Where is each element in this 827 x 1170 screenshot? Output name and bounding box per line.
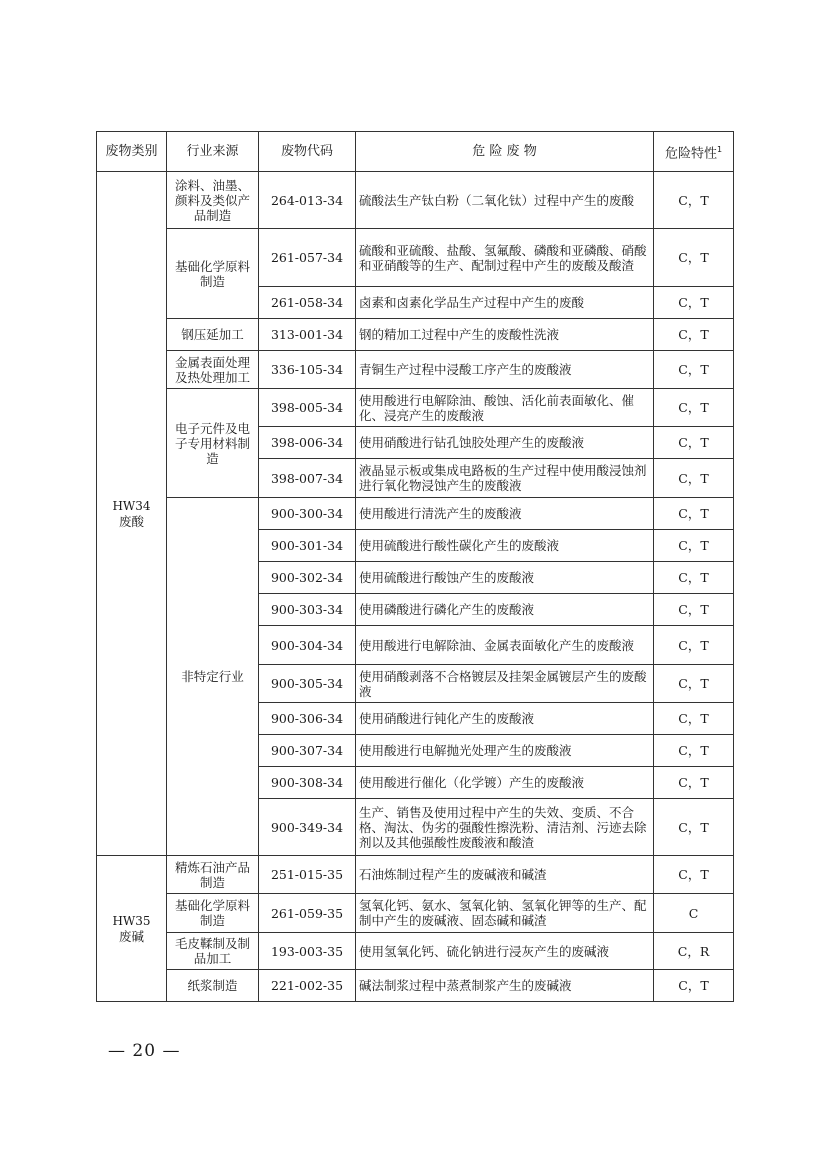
waste-code: 336-105-34 (259, 351, 356, 389)
industry-cell: 涂料、油墨、颜料及类似产品制造 (167, 172, 259, 229)
waste-description: 氢氧化钙、氨水、氢氧化钠、氢氧化钾等的生产、配制中产生的废碱液、固态碱和碱渣 (356, 894, 654, 933)
category-name: 废碱 (118, 928, 144, 944)
waste-code: 900-304-34 (259, 626, 356, 665)
industry-cell: 基础化学原料制造 (167, 894, 259, 933)
hazard-property: C，R (654, 933, 734, 970)
industry-cell: 精炼石油产品制造 (167, 856, 259, 894)
waste-description: 使用硝酸剥落不合格镀层及挂架金属镀层产生的废酸液 (356, 665, 654, 703)
waste-code: 261-058-34 (259, 287, 356, 319)
hazard-property: C，T (654, 594, 734, 626)
hazardous-waste-table (96, 131, 734, 1002)
waste-description: 生产、销售及使用过程中产生的失效、变质、不合格、淘汰、伪劣的强酸性擦洗粉、清洁剂、污迹去除剂以及其他强酸性废酸液和酸渣 (356, 799, 654, 856)
waste-description: 卤素和卤素化学品生产过程中产生的废酸 (356, 287, 654, 319)
category-code: HW34 (112, 498, 151, 513)
hazard-property: C，T (654, 229, 734, 287)
industry-cell: 钢压延加工 (167, 319, 259, 351)
hazard-property: C，T (654, 498, 734, 530)
hazard-property: C，T (654, 351, 734, 389)
waste-code: 398-005-34 (259, 389, 356, 427)
header-hazard (654, 132, 734, 172)
waste-code: 193-003-35 (259, 933, 356, 970)
waste-code: 264-013-34 (259, 172, 356, 229)
header-hazard-label: 危险特性 (664, 146, 717, 162)
industry-cell: 非特定行业 (167, 498, 259, 856)
category-cell-hw35 (97, 856, 167, 1002)
waste-code: 900-308-34 (259, 767, 356, 799)
waste-description: 使用磷酸进行磷化产生的废酸液 (356, 594, 654, 626)
hazard-property: C，T (654, 703, 734, 735)
hazard-property: C，T (654, 389, 734, 427)
waste-code: 398-007-34 (259, 459, 356, 498)
category-code: HW35 (112, 913, 151, 928)
hazard-property: C，T (654, 626, 734, 665)
industry-cell: 基础化学原料制造 (167, 229, 259, 319)
waste-description: 液晶显示板或集成电路板的生产过程中使用酸浸蚀剂进行氧化物浸蚀产生的废酸液 (356, 459, 654, 498)
waste-description: 石油炼制过程产生的废碱液和碱渣 (356, 856, 654, 894)
waste-description: 使用酸进行清洗产生的废酸液 (356, 498, 654, 530)
waste-description: 硫酸法生产钛白粉（二氧化钛）过程中产生的废酸 (356, 172, 654, 229)
hazard-property: C，T (654, 172, 734, 229)
hazard-property: C，T (654, 427, 734, 459)
hazard-property: C，T (654, 459, 734, 498)
waste-code: 900-305-34 (259, 665, 356, 703)
hazard-property: C，T (654, 562, 734, 594)
hazard-property: C，T (654, 856, 734, 894)
category-name: 废酸 (118, 513, 144, 529)
waste-description: 使用酸进行电解除油、金属表面敏化产生的废酸液 (356, 626, 654, 665)
waste-description: 使用酸进行电解除油、酸蚀、活化前表面敏化、催化、浸亮产生的废酸液 (356, 389, 654, 427)
waste-code: 900-303-34 (259, 594, 356, 626)
waste-description: 碱法制浆过程中蒸煮制浆产生的废碱液 (356, 970, 654, 1002)
waste-code: 313-001-34 (259, 319, 356, 351)
waste-description: 使用酸进行催化（化学镀）产生的废酸液 (356, 767, 654, 799)
waste-description: 使用硝酸进行钻孔蚀胶处理产生的废酸液 (356, 427, 654, 459)
waste-code: 251-015-35 (259, 856, 356, 894)
waste-code: 900-307-34 (259, 735, 356, 767)
waste-code: 900-349-34 (259, 799, 356, 856)
waste-description: 使用酸进行电解抛光处理产生的废酸液 (356, 735, 654, 767)
industry-cell: 纸浆制造 (167, 970, 259, 1002)
header-description: 危 险 废 物 (356, 132, 654, 172)
header-category: 废物类别 (97, 132, 167, 172)
industry-cell: 电子元件及电子专用材料制造 (167, 389, 259, 498)
industry-cell: 毛皮鞣制及制品加工 (167, 933, 259, 970)
waste-description: 使用硫酸进行酸性碳化产生的废酸液 (356, 530, 654, 562)
hazard-property: C，T (654, 799, 734, 856)
waste-code: 398-006-34 (259, 427, 356, 459)
waste-code: 900-300-34 (259, 498, 356, 530)
hazard-property: C，T (654, 735, 734, 767)
hazard-property: C，T (654, 970, 734, 1002)
industry-cell: 金属表面处理及热处理加工 (167, 351, 259, 389)
hazard-property: C，T (654, 287, 734, 319)
page-number: — 20 — (108, 1041, 181, 1061)
hazard-property: C，T (654, 319, 734, 351)
category-cell-hw34 (97, 172, 167, 856)
waste-description: 钢的精加工过程中产生的废酸性洗液 (356, 319, 654, 351)
header-code: 废物代码 (259, 132, 356, 172)
waste-code: 900-301-34 (259, 530, 356, 562)
waste-code: 900-306-34 (259, 703, 356, 735)
header-hazard-footnote: 1 (716, 144, 723, 154)
waste-description: 硫酸和亚硫酸、盐酸、氢氟酸、磷酸和亚磷酸、硝酸和亚硝酸等的生产、配制过程中产生的废酸及酸渣 (356, 229, 654, 287)
waste-code: 261-059-35 (259, 894, 356, 933)
waste-description: 青铜生产过程中浸酸工序产生的废酸液 (356, 351, 654, 389)
hazard-property: C，T (654, 530, 734, 562)
waste-code: 261-057-34 (259, 229, 356, 287)
hazard-property: C，T (654, 665, 734, 703)
waste-description: 使用硝酸进行钝化产生的废酸液 (356, 703, 654, 735)
header-industry: 行业来源 (167, 132, 259, 172)
hazard-property: C (654, 894, 734, 933)
waste-description: 使用硫酸进行酸蚀产生的废酸液 (356, 562, 654, 594)
waste-code: 900-302-34 (259, 562, 356, 594)
waste-code: 221-002-35 (259, 970, 356, 1002)
hazard-property: C，T (654, 767, 734, 799)
waste-description: 使用氢氧化钙、硫化钠进行浸灰产生的废碱液 (356, 933, 654, 970)
